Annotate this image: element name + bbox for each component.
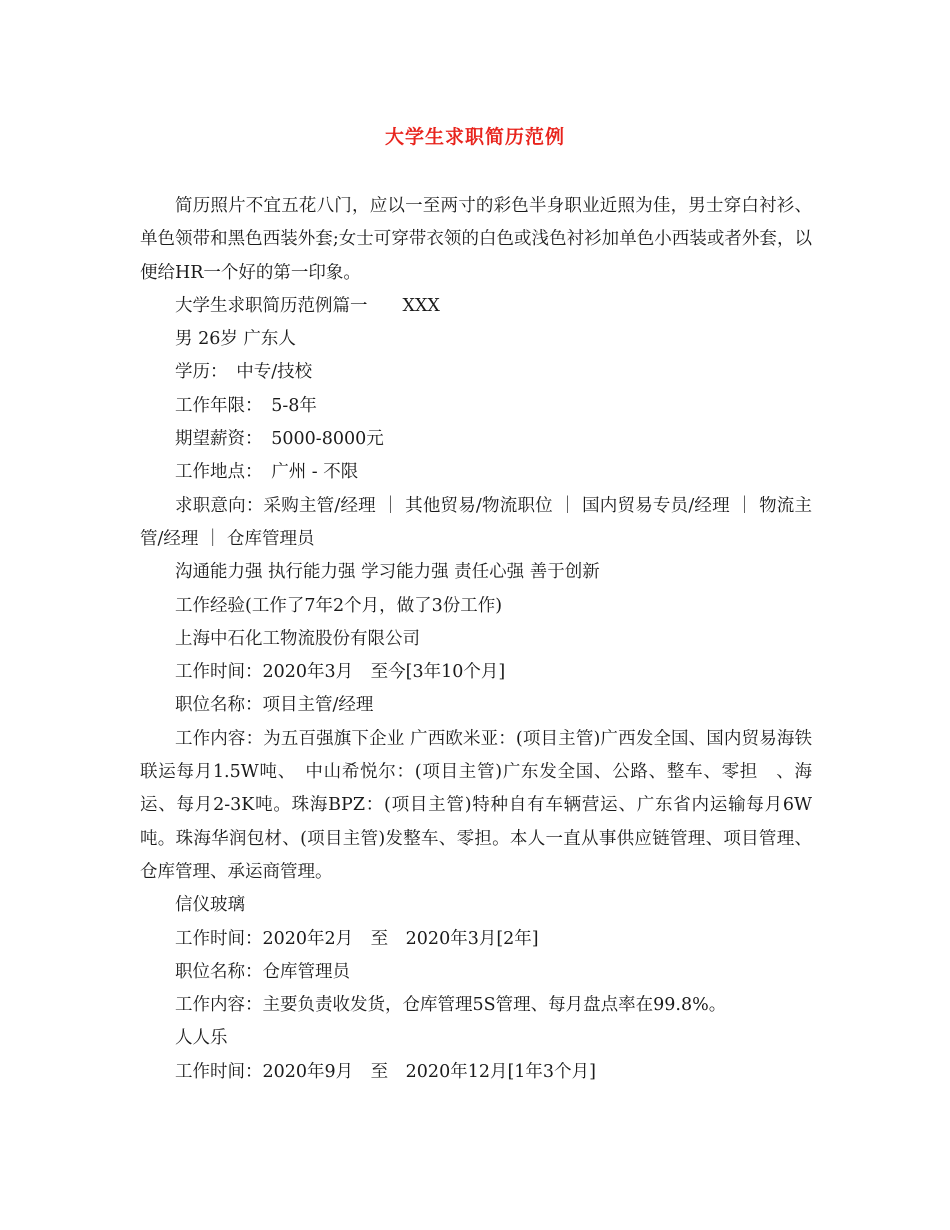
paragraph-resume-heading: 大学生求职简历范例篇一 XXX	[175, 295, 440, 316]
paragraph-position-2: 职位名称：仓库管理员	[175, 961, 350, 982]
paragraph-work-content-2: 工作内容：主要负责收发货，仓库管理5S管理、每月盘点率在99.8%。	[175, 995, 727, 1016]
paragraph-job-intention: 求职意向：采购主管/经理 ｜ 其他贸易/物流职位 ｜ 国内贸易专员/经理 ｜ 物流主管/经理 ｜ 仓库管理员	[140, 495, 812, 549]
paragraph-position-1: 职位名称：项目主管/经理	[175, 695, 374, 716]
page-title: 大学生求职简历范例	[384, 126, 565, 148]
paragraph-expected-salary: 期望薪资： 5000-8000元	[175, 429, 384, 450]
document-body	[140, 190, 812, 1089]
paragraph-personal-info: 男 26岁 广东人	[175, 329, 296, 350]
paragraph-work-time-1: 工作时间：2020年3月 至今[3年10个月]	[175, 662, 506, 683]
paragraph-company-1: 上海中石化工物流股份有限公司	[175, 628, 420, 649]
paragraph-photo-advice: 简历照片不宜五花八门，应以一至两寸的彩色半身职业近照为佳，男士穿白衬衫、单色领带和黑色西装外套;女士可穿带衣领的白色或浅色衬衫加单色小西装或者外套，以便给HR一个好的第一印象。	[140, 196, 812, 283]
paragraph-abilities: 沟通能力强 执行能力强 学习能力强 责任心强 善于创新	[175, 562, 600, 583]
paragraph-work-years: 工作年限： 5-8年	[175, 395, 317, 416]
paragraph-work-location: 工作地点： 广州 - 不限	[175, 462, 359, 483]
paragraph-work-time-3: 工作时间：2020年9月 至 2020年12月[1年3个月]	[175, 1061, 596, 1082]
paragraph-education: 学历： 中专/技校	[175, 362, 313, 383]
paragraph-company-3: 人人乐	[175, 1028, 228, 1049]
paragraph-company-2: 信仪玻璃	[175, 895, 245, 916]
paragraph-work-experience: 工作经验(工作了7年2个月，做了3份工作)	[175, 595, 503, 616]
paragraph-work-content-1: 工作内容：为五百强旗下企业 广西欧米亚：(项目主管)广西发全国、国内贸易海铁联运每月1.5W吨、 中山希悦尔：(项目主管)广东发全国、公路、整车、零担 、海运、每月2-3K吨。珠海BPZ：(项目主管)特种自有车辆营运、广东省内运输每月6W吨。珠海华润包材、(项目主管)发整车、零担。本人一直从事供应链管理、项目管理、仓库管理、承运商管理。	[140, 728, 812, 882]
paragraph-work-time-2: 工作时间：2020年2月 至 2020年3月[2年]	[175, 928, 539, 949]
